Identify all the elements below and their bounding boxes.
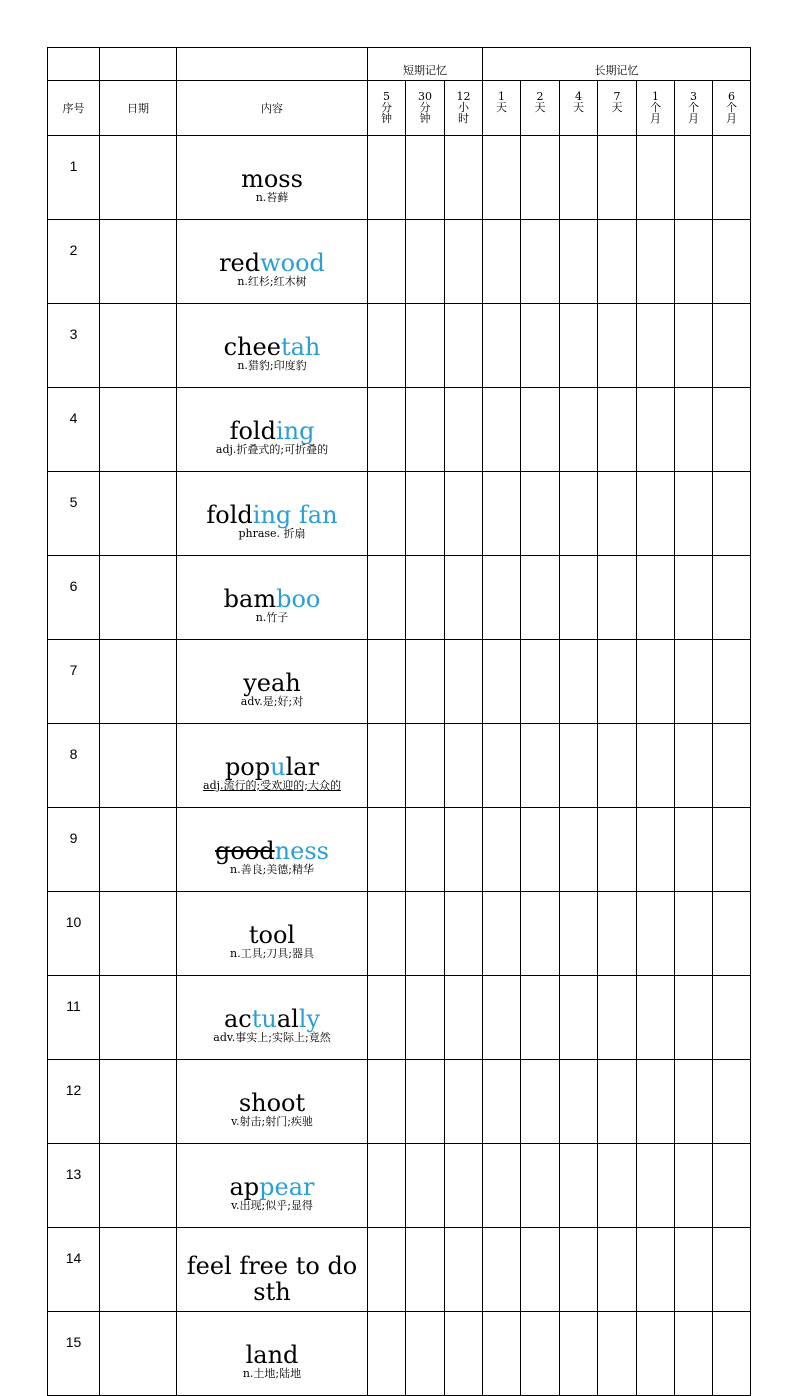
content-cell	[177, 892, 368, 976]
review-check-cell[interactable]	[598, 808, 637, 892]
review-check-cell[interactable]	[483, 220, 521, 304]
review-check-cell[interactable]	[483, 892, 521, 976]
word-highlight: ing	[275, 416, 315, 445]
content-cell	[177, 724, 368, 808]
review-check-cell[interactable]	[560, 892, 598, 976]
row-number: 9	[48, 808, 100, 892]
review-check-cell[interactable]	[637, 1144, 675, 1228]
table-row	[48, 1144, 751, 1228]
date-cell[interactable]	[100, 472, 177, 556]
review-check-cell[interactable]	[713, 892, 751, 976]
content-cell	[177, 1312, 368, 1396]
review-check-cell[interactable]	[368, 724, 406, 808]
review-check-cell[interactable]	[406, 724, 445, 808]
row-number: 12	[48, 1060, 100, 1144]
review-check-cell[interactable]	[598, 1144, 637, 1228]
word-meaning: v.射击;射门;疾驰	[231, 1114, 313, 1128]
row-number: 8	[48, 724, 100, 808]
review-check-cell[interactable]	[560, 472, 598, 556]
word-part: yeah	[243, 668, 301, 697]
word-part: feel free to do sth	[186, 1251, 358, 1306]
review-check-cell[interactable]	[483, 136, 521, 220]
review-check-cell[interactable]	[483, 556, 521, 640]
date-cell[interactable]	[100, 640, 177, 724]
word-highlight: wood	[260, 248, 325, 277]
review-check-cell[interactable]	[598, 1228, 637, 1312]
review-check-cell[interactable]	[675, 808, 713, 892]
review-check-cell[interactable]	[368, 304, 406, 388]
word-part: moss	[241, 164, 303, 193]
review-check-cell[interactable]	[598, 136, 637, 220]
word-meaning: phrase. 折扇	[238, 526, 306, 540]
review-check-cell[interactable]	[368, 136, 406, 220]
table-row	[48, 556, 751, 640]
row-number: 14	[48, 1228, 100, 1312]
review-check-cell[interactable]	[560, 1228, 598, 1312]
review-check-cell[interactable]	[560, 724, 598, 808]
review-check-cell[interactable]	[598, 724, 637, 808]
word-part: shoot	[238, 1088, 306, 1117]
word-part: fold	[206, 500, 253, 529]
review-check-cell[interactable]	[637, 724, 675, 808]
review-check-cell[interactable]	[483, 724, 521, 808]
table-row	[48, 724, 751, 808]
review-check-cell[interactable]	[445, 556, 483, 640]
table-row	[48, 808, 751, 892]
table-row	[48, 472, 751, 556]
row-number: 2	[48, 220, 100, 304]
word-highlight: tah	[280, 332, 321, 361]
review-check-cell[interactable]	[713, 808, 751, 892]
vocab-word	[177, 754, 367, 780]
review-check-cell[interactable]	[713, 472, 751, 556]
word-part: land	[245, 1340, 299, 1369]
review-check-cell[interactable]	[637, 892, 675, 976]
table-row	[48, 136, 751, 220]
interval-header: 4 天	[560, 81, 598, 136]
review-check-cell[interactable]	[675, 1228, 713, 1312]
review-check-cell[interactable]	[483, 304, 521, 388]
review-check-cell[interactable]	[598, 388, 637, 472]
review-check-cell[interactable]	[713, 1060, 751, 1144]
review-check-cell[interactable]	[560, 1312, 598, 1396]
review-check-cell[interactable]	[713, 304, 751, 388]
row-number: 13	[48, 1144, 100, 1228]
word-highlight: u	[270, 752, 286, 781]
vocab-word	[177, 1174, 367, 1200]
review-check-cell[interactable]	[368, 472, 406, 556]
review-check-cell[interactable]	[675, 1144, 713, 1228]
review-check-cell[interactable]	[445, 808, 483, 892]
column-header-row	[48, 81, 751, 136]
review-check-cell[interactable]	[560, 640, 598, 724]
review-check-cell[interactable]	[445, 472, 483, 556]
review-check-cell[interactable]	[637, 220, 675, 304]
word-meaning: n.红杉;红木树	[237, 274, 307, 288]
review-check-cell[interactable]	[598, 304, 637, 388]
review-check-cell[interactable]	[406, 1312, 445, 1396]
review-check-cell[interactable]	[368, 808, 406, 892]
row-number: 3	[48, 304, 100, 388]
content-cell	[177, 1144, 368, 1228]
review-check-cell[interactable]	[675, 136, 713, 220]
content-cell	[177, 556, 368, 640]
word-part: tool	[248, 920, 296, 949]
review-check-cell[interactable]	[598, 640, 637, 724]
review-check-cell[interactable]	[368, 892, 406, 976]
review-check-cell[interactable]	[713, 1144, 751, 1228]
word-highlight: tu	[251, 1004, 277, 1033]
review-check-cell[interactable]	[406, 1228, 445, 1312]
content-cell	[177, 640, 368, 724]
table-row	[48, 892, 751, 976]
date-cell[interactable]	[100, 892, 177, 976]
review-table	[47, 47, 751, 1396]
word-meaning: n.工具;刀具;器具	[230, 946, 314, 960]
row-number: 11	[48, 976, 100, 1060]
review-check-cell[interactable]	[368, 1312, 406, 1396]
review-check-cell[interactable]	[368, 640, 406, 724]
review-check-cell[interactable]	[637, 472, 675, 556]
review-check-cell[interactable]	[675, 724, 713, 808]
review-check-cell[interactable]	[483, 1228, 521, 1312]
review-check-cell[interactable]	[521, 808, 560, 892]
interval-header: 1 个 月	[637, 81, 675, 136]
word-meaning: adj.折叠式的;可折叠的	[215, 442, 329, 456]
review-check-cell[interactable]	[560, 220, 598, 304]
review-check-cell[interactable]	[521, 136, 560, 220]
review-check-cell[interactable]	[483, 808, 521, 892]
review-check-cell[interactable]	[675, 892, 713, 976]
table-row	[48, 1060, 751, 1144]
review-check-cell[interactable]	[483, 388, 521, 472]
review-check-cell[interactable]	[637, 136, 675, 220]
review-check-cell[interactable]	[637, 304, 675, 388]
review-check-cell[interactable]	[521, 1144, 560, 1228]
word-meaning: n.土地;陆地	[242, 1366, 302, 1380]
review-check-cell[interactable]	[445, 388, 483, 472]
interval-header: 3 个 月	[675, 81, 713, 136]
review-check-cell[interactable]	[637, 1228, 675, 1312]
review-check-cell[interactable]	[713, 388, 751, 472]
review-check-cell[interactable]	[445, 1060, 483, 1144]
interval-header: 7 天	[598, 81, 637, 136]
short-term-header: 短期记忆	[368, 48, 483, 81]
word-part: red	[219, 248, 261, 277]
word-part: ap	[229, 1172, 260, 1201]
review-check-cell[interactable]	[713, 1312, 751, 1396]
content-cell	[177, 472, 368, 556]
content-cell	[177, 808, 368, 892]
word-meaning: n.猎豹;印度豹	[237, 358, 307, 372]
date-cell[interactable]	[100, 724, 177, 808]
word-part: good	[215, 836, 275, 865]
word-part: fold	[229, 416, 276, 445]
date-cell[interactable]	[100, 1060, 177, 1144]
review-check-cell[interactable]	[445, 724, 483, 808]
review-check-cell[interactable]	[637, 640, 675, 724]
table-row	[48, 220, 751, 304]
date-cell[interactable]	[100, 304, 177, 388]
review-check-cell[interactable]	[713, 640, 751, 724]
row-number: 15	[48, 1312, 100, 1396]
review-check-cell[interactable]	[445, 1228, 483, 1312]
blank-header-cell	[48, 48, 100, 81]
word-part: ac	[223, 1004, 252, 1033]
vocab-word	[177, 1090, 367, 1116]
word-part: bam	[223, 584, 277, 613]
vocab-word	[177, 838, 367, 864]
review-check-cell[interactable]	[675, 304, 713, 388]
interval-header: 2 天	[521, 81, 560, 136]
date-header: 日期	[100, 81, 177, 136]
review-check-cell[interactable]	[560, 388, 598, 472]
long-term-header: 长期记忆	[483, 48, 751, 81]
row-number: 5	[48, 472, 100, 556]
vocab-word	[177, 922, 367, 948]
review-check-cell[interactable]	[675, 640, 713, 724]
review-check-cell[interactable]	[675, 388, 713, 472]
row-number: 4	[48, 388, 100, 472]
content-header: 内容	[177, 81, 368, 136]
review-check-cell[interactable]	[445, 640, 483, 724]
review-check-cell[interactable]	[483, 640, 521, 724]
review-check-cell[interactable]	[637, 808, 675, 892]
row-number: 10	[48, 892, 100, 976]
content-cell	[177, 388, 368, 472]
review-check-cell[interactable]	[675, 220, 713, 304]
date-cell[interactable]	[100, 1144, 177, 1228]
review-check-cell[interactable]	[368, 1060, 406, 1144]
review-check-cell[interactable]	[598, 1060, 637, 1144]
review-check-cell[interactable]	[483, 472, 521, 556]
date-cell[interactable]	[100, 220, 177, 304]
word-highlight: ing fan	[252, 500, 338, 529]
review-check-cell[interactable]	[560, 304, 598, 388]
review-check-cell[interactable]	[521, 976, 560, 1060]
review-check-cell[interactable]	[637, 976, 675, 1060]
content-cell	[177, 976, 368, 1060]
date-cell[interactable]	[100, 1312, 177, 1396]
review-check-cell[interactable]	[483, 976, 521, 1060]
review-check-cell[interactable]	[560, 1144, 598, 1228]
content-cell	[177, 136, 368, 220]
review-check-cell[interactable]	[483, 1060, 521, 1144]
review-check-cell[interactable]	[713, 724, 751, 808]
review-check-cell[interactable]	[598, 472, 637, 556]
review-check-cell[interactable]	[560, 1060, 598, 1144]
vocab-word	[177, 502, 367, 528]
review-check-cell[interactable]	[368, 220, 406, 304]
word-highlight: ly	[298, 1004, 321, 1033]
review-check-cell[interactable]	[713, 1228, 751, 1312]
content-cell	[177, 304, 368, 388]
review-check-cell[interactable]	[521, 640, 560, 724]
review-check-cell[interactable]	[445, 220, 483, 304]
review-check-cell[interactable]	[406, 304, 445, 388]
table-row	[48, 304, 751, 388]
review-check-cell[interactable]	[368, 1144, 406, 1228]
word-meaning: v.出现;似乎;显得	[231, 1198, 313, 1212]
date-cell[interactable]	[100, 976, 177, 1060]
row-number: 6	[48, 556, 100, 640]
review-check-cell[interactable]	[483, 1144, 521, 1228]
date-cell[interactable]	[100, 556, 177, 640]
review-check-cell[interactable]	[675, 1312, 713, 1396]
review-check-cell[interactable]	[521, 724, 560, 808]
review-check-cell[interactable]	[483, 1312, 521, 1396]
review-check-cell[interactable]	[521, 892, 560, 976]
date-cell[interactable]	[100, 136, 177, 220]
word-highlight: ness	[274, 836, 329, 865]
review-check-cell[interactable]	[406, 388, 445, 472]
review-check-cell[interactable]	[713, 976, 751, 1060]
review-check-cell[interactable]	[521, 1060, 560, 1144]
review-check-cell[interactable]	[406, 220, 445, 304]
word-part: pop	[224, 752, 271, 781]
review-check-cell[interactable]	[445, 304, 483, 388]
review-check-cell[interactable]	[598, 976, 637, 1060]
word-part: lar	[285, 752, 320, 781]
interval-header: 1 天	[483, 81, 521, 136]
review-check-cell[interactable]	[637, 556, 675, 640]
content-cell	[177, 1228, 368, 1312]
word-meaning: adv.事实上;实际上;竟然	[213, 1030, 331, 1044]
review-check-cell[interactable]	[521, 1228, 560, 1312]
review-check-cell[interactable]	[713, 220, 751, 304]
review-check-cell[interactable]	[637, 388, 675, 472]
review-check-cell[interactable]	[521, 1312, 560, 1396]
review-check-cell[interactable]	[406, 1060, 445, 1144]
review-check-cell[interactable]	[445, 136, 483, 220]
vocab-word	[177, 166, 367, 192]
date-cell[interactable]	[100, 1228, 177, 1312]
interval-header: 12 小 时	[445, 81, 483, 136]
table-row	[48, 976, 751, 1060]
word-part: al	[276, 1004, 299, 1033]
review-check-cell[interactable]	[368, 976, 406, 1060]
table-row	[48, 640, 751, 724]
blank-header-cell	[177, 48, 368, 81]
word-meaning: adv.是;好;对	[240, 694, 304, 708]
interval-header: 5 分 钟	[368, 81, 406, 136]
review-check-cell[interactable]	[368, 1228, 406, 1312]
review-check-cell[interactable]	[368, 388, 406, 472]
review-check-cell[interactable]	[406, 976, 445, 1060]
vocab-word	[177, 1342, 367, 1368]
review-check-cell[interactable]	[598, 1312, 637, 1396]
interval-header: 30 分 钟	[406, 81, 445, 136]
review-check-cell[interactable]	[713, 556, 751, 640]
review-check-cell[interactable]	[521, 472, 560, 556]
review-check-cell[interactable]	[406, 640, 445, 724]
word-meaning: n.竹子	[255, 610, 289, 624]
review-check-cell[interactable]	[560, 976, 598, 1060]
vocab-word	[177, 334, 367, 360]
review-check-cell[interactable]	[521, 556, 560, 640]
review-check-cell[interactable]	[445, 976, 483, 1060]
review-check-cell[interactable]	[406, 472, 445, 556]
word-meaning: n.苔藓	[255, 190, 289, 204]
review-check-cell[interactable]	[521, 304, 560, 388]
word-highlight: boo	[276, 584, 321, 613]
review-check-cell[interactable]	[560, 556, 598, 640]
group-header-row	[48, 48, 751, 81]
vocab-word	[177, 1253, 367, 1305]
review-check-cell[interactable]	[406, 136, 445, 220]
content-cell	[177, 1060, 368, 1144]
review-check-cell[interactable]	[521, 388, 560, 472]
review-check-cell[interactable]	[406, 892, 445, 976]
review-check-cell[interactable]	[445, 892, 483, 976]
review-check-cell[interactable]	[445, 1144, 483, 1228]
review-check-cell[interactable]	[560, 808, 598, 892]
word-meaning: n.善良;美德;精华	[230, 862, 314, 876]
review-check-cell[interactable]	[521, 220, 560, 304]
review-check-cell[interactable]	[406, 1144, 445, 1228]
review-check-cell[interactable]	[445, 1312, 483, 1396]
content-cell	[177, 220, 368, 304]
blank-header-cell	[100, 48, 177, 81]
vocab-word	[177, 670, 367, 696]
word-highlight: pear	[259, 1172, 315, 1201]
review-check-cell[interactable]	[406, 556, 445, 640]
review-check-cell[interactable]	[560, 136, 598, 220]
table-row	[48, 1312, 751, 1396]
review-check-cell[interactable]	[368, 556, 406, 640]
vocab-word	[177, 586, 367, 612]
table-row	[48, 1228, 751, 1312]
vocab-word	[177, 1006, 367, 1032]
vocab-word	[177, 418, 367, 444]
review-check-cell[interactable]	[637, 1060, 675, 1144]
review-check-cell[interactable]	[675, 976, 713, 1060]
date-cell[interactable]	[100, 808, 177, 892]
word-meaning: adj.流行的;受欢迎的;大众的	[203, 778, 341, 792]
index-header: 序号	[48, 81, 100, 136]
word-part: chee	[223, 332, 281, 361]
review-check-cell[interactable]	[406, 808, 445, 892]
vocab-word	[177, 250, 367, 276]
review-check-cell[interactable]	[598, 220, 637, 304]
interval-header: 6 个 月	[713, 81, 751, 136]
row-number: 1	[48, 136, 100, 220]
review-check-cell[interactable]	[675, 1060, 713, 1144]
table-row	[48, 388, 751, 472]
row-number: 7	[48, 640, 100, 724]
review-check-cell[interactable]	[675, 556, 713, 640]
review-check-cell[interactable]	[598, 556, 637, 640]
review-check-cell[interactable]	[713, 136, 751, 220]
date-cell[interactable]	[100, 388, 177, 472]
review-check-cell[interactable]	[598, 892, 637, 976]
review-check-cell[interactable]	[637, 1312, 675, 1396]
review-check-cell[interactable]	[675, 472, 713, 556]
